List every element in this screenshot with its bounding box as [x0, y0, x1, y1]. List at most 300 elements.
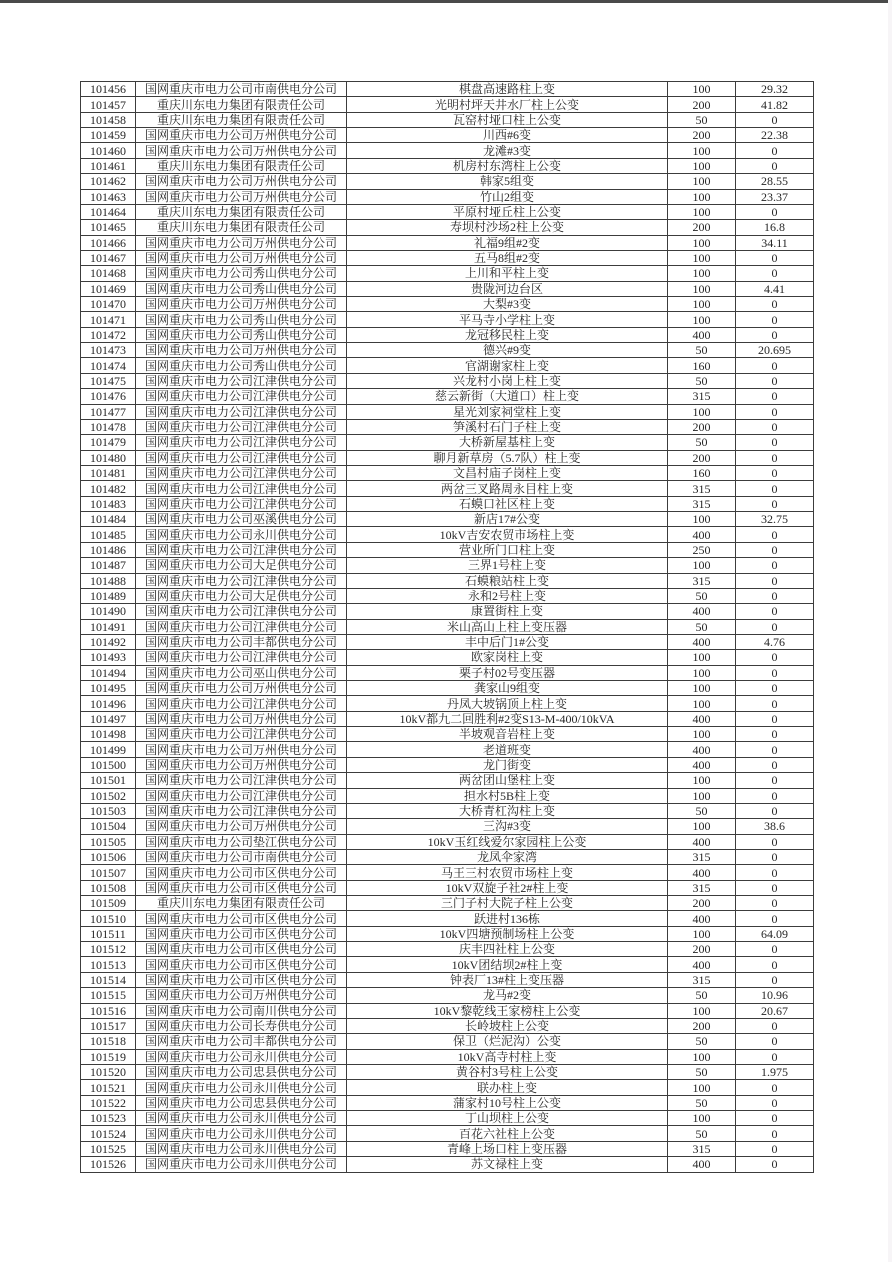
cell-company: 国网重庆市电力公司丰都供电分公司	[136, 1034, 347, 1049]
cell-record-id: 101465	[81, 220, 136, 235]
cell-record-id: 101472	[81, 327, 136, 342]
cell-station-name: 康置街柱上变	[347, 604, 668, 619]
cell-load-value: 0	[736, 389, 814, 404]
cell-company: 国网重庆市电力公司万州供电分公司	[136, 128, 347, 143]
cell-company: 国网重庆市电力公司巫山供电分公司	[136, 665, 347, 680]
cell-company: 国网重庆市电力公司江津供电分公司	[136, 727, 347, 742]
cell-capacity: 400	[668, 604, 736, 619]
table-row	[81, 803, 814, 818]
cell-company: 国网重庆市电力公司忠县供电分公司	[136, 1065, 347, 1080]
cell-company: 重庆川东电力集团有限责任公司	[136, 220, 347, 235]
cell-record-id: 101526	[81, 1157, 136, 1172]
cell-load-value: 0	[736, 1095, 814, 1110]
table-row	[81, 942, 814, 957]
cell-company: 国网重庆市电力公司忠县供电分公司	[136, 1095, 347, 1110]
cell-company: 国网重庆市电力公司万州供电分公司	[136, 711, 347, 726]
cell-capacity: 315	[668, 481, 736, 496]
table-row	[81, 788, 814, 803]
cell-load-value: 0	[736, 143, 814, 158]
cell-company: 国网重庆市电力公司南川供电分公司	[136, 1003, 347, 1018]
cell-record-id: 101496	[81, 696, 136, 711]
table-row	[81, 558, 814, 573]
cell-company: 国网重庆市电力公司江津供电分公司	[136, 373, 347, 388]
cell-station-name: 大桥新屋基柱上变	[347, 435, 668, 450]
cell-station-name: 平马寺小学柱上变	[347, 312, 668, 327]
cell-load-value: 0	[736, 266, 814, 281]
cell-load-value: 0	[736, 727, 814, 742]
table-row	[81, 727, 814, 742]
cell-record-id: 101477	[81, 404, 136, 419]
cell-load-value: 0	[736, 542, 814, 557]
cell-record-id: 101525	[81, 1141, 136, 1156]
scan-right-edge	[888, 0, 892, 1262]
table-row	[81, 373, 814, 388]
table-row	[81, 266, 814, 281]
table-row	[81, 174, 814, 189]
cell-load-value: 22.38	[736, 128, 814, 143]
cell-load-value: 10.96	[736, 988, 814, 1003]
cell-record-id: 101471	[81, 312, 136, 327]
cell-record-id: 101473	[81, 343, 136, 358]
cell-company: 重庆川东电力集团有限责任公司	[136, 97, 347, 112]
cell-capacity: 250	[668, 542, 736, 557]
cell-record-id: 101485	[81, 527, 136, 542]
cell-capacity: 200	[668, 942, 736, 957]
cell-record-id: 101492	[81, 634, 136, 649]
cell-load-value: 0	[736, 773, 814, 788]
cell-load-value: 4.41	[736, 281, 814, 296]
cell-load-value: 1.975	[736, 1065, 814, 1080]
cell-capacity: 100	[668, 681, 736, 696]
cell-station-name: 龙马#2变	[347, 988, 668, 1003]
cell-station-name: 栗子村02号变压器	[347, 665, 668, 680]
cell-load-value: 0	[736, 558, 814, 573]
cell-station-name: 贵陇河边台区	[347, 281, 668, 296]
cell-load-value: 0	[736, 911, 814, 926]
cell-capacity: 100	[668, 404, 736, 419]
cell-company: 国网重庆市电力公司万州供电分公司	[136, 343, 347, 358]
table-row	[81, 696, 814, 711]
cell-station-name: 德兴#9变	[347, 343, 668, 358]
table-row	[81, 404, 814, 419]
cell-capacity: 100	[668, 512, 736, 527]
cell-record-id: 101475	[81, 373, 136, 388]
cell-capacity: 100	[668, 558, 736, 573]
cell-station-name: 笋溪村石门子柱上变	[347, 419, 668, 434]
table-row	[81, 573, 814, 588]
cell-record-id: 101479	[81, 435, 136, 450]
cell-company: 国网重庆市电力公司万州供电分公司	[136, 250, 347, 265]
cell-record-id: 101474	[81, 358, 136, 373]
cell-record-id: 101460	[81, 143, 136, 158]
cell-capacity: 50	[668, 803, 736, 818]
scan-top-edge	[0, 0, 892, 3]
cell-capacity: 100	[668, 773, 736, 788]
table-row	[81, 450, 814, 465]
cell-station-name: 龚家山9组变	[347, 681, 668, 696]
cell-capacity: 100	[668, 235, 736, 250]
cell-load-value: 0	[736, 481, 814, 496]
cell-record-id: 101487	[81, 558, 136, 573]
cell-capacity: 400	[668, 742, 736, 757]
cell-record-id: 101459	[81, 128, 136, 143]
cell-record-id: 101480	[81, 450, 136, 465]
table-row	[81, 250, 814, 265]
cell-record-id: 101513	[81, 957, 136, 972]
table-row	[81, 957, 814, 972]
cell-company: 国网重庆市电力公司江津供电分公司	[136, 389, 347, 404]
cell-station-name: 钟表厂13#柱上变压器	[347, 972, 668, 987]
cell-company: 国网重庆市电力公司江津供电分公司	[136, 465, 347, 480]
cell-station-name: 礼福9组#2变	[347, 235, 668, 250]
table-row	[81, 681, 814, 696]
cell-record-id: 101502	[81, 788, 136, 803]
cell-load-value: 0	[736, 1018, 814, 1033]
table-row	[81, 465, 814, 480]
cell-load-value: 0	[736, 788, 814, 803]
cell-load-value: 0	[736, 404, 814, 419]
table-row	[81, 1080, 814, 1095]
table-row	[81, 128, 814, 143]
cell-record-id: 101488	[81, 573, 136, 588]
table-row	[81, 297, 814, 312]
cell-station-name: 上川和平柱上变	[347, 266, 668, 281]
cell-load-value: 64.09	[736, 926, 814, 941]
cell-record-id: 101516	[81, 1003, 136, 1018]
cell-capacity: 200	[668, 419, 736, 434]
cell-load-value: 20.67	[736, 1003, 814, 1018]
cell-load-value: 0	[736, 297, 814, 312]
cell-company: 国网重庆市电力公司万州供电分公司	[136, 742, 347, 757]
cell-load-value: 0	[736, 1157, 814, 1172]
cell-company: 国网重庆市电力公司江津供电分公司	[136, 496, 347, 511]
cell-station-name: 丹凤大坡锅顶上柱上变	[347, 696, 668, 711]
cell-company: 国网重庆市电力公司市区供电分公司	[136, 942, 347, 957]
cell-capacity: 50	[668, 588, 736, 603]
cell-station-name: 两岔团山堡柱上变	[347, 773, 668, 788]
cell-load-value: 0	[736, 250, 814, 265]
cell-company: 重庆川东电力集团有限责任公司	[136, 204, 347, 219]
cell-station-name: 10kV都九二回胜利#2变S13-M-400/10kVA	[347, 711, 668, 726]
table-row	[81, 665, 814, 680]
cell-company: 国网重庆市电力公司江津供电分公司	[136, 573, 347, 588]
cell-station-name: 10kV吉安农贸市场柱上变	[347, 527, 668, 542]
table-row	[81, 865, 814, 880]
cell-company: 国网重庆市电力公司永川供电分公司	[136, 1111, 347, 1126]
cell-record-id: 101466	[81, 235, 136, 250]
cell-station-name: 大桥青杠沟柱上变	[347, 803, 668, 818]
cell-capacity: 100	[668, 1049, 736, 1064]
table-row	[81, 834, 814, 849]
cell-station-name: 10kV团结坝2#柱上变	[347, 957, 668, 972]
cell-company: 国网重庆市电力公司万州供电分公司	[136, 189, 347, 204]
cell-company: 国网重庆市电力公司万州供电分公司	[136, 297, 347, 312]
cell-station-name: 川西#6变	[347, 128, 668, 143]
cell-station-name: 10kV黎乾线王家榜柱上公变	[347, 1003, 668, 1018]
cell-record-id: 101478	[81, 419, 136, 434]
cell-company: 国网重庆市电力公司永川供电分公司	[136, 527, 347, 542]
table-row	[81, 1065, 814, 1080]
cell-capacity: 100	[668, 174, 736, 189]
table-row	[81, 988, 814, 1003]
cell-capacity: 50	[668, 1034, 736, 1049]
table-row	[81, 588, 814, 603]
cell-load-value: 0	[736, 650, 814, 665]
cell-company: 国网重庆市电力公司大足供电分公司	[136, 558, 347, 573]
cell-load-value: 0	[736, 1049, 814, 1064]
cell-capacity: 200	[668, 1018, 736, 1033]
table-row	[81, 512, 814, 527]
cell-capacity: 50	[668, 1126, 736, 1141]
cell-company: 国网重庆市电力公司江津供电分公司	[136, 542, 347, 557]
cell-record-id: 101482	[81, 481, 136, 496]
cell-record-id: 101514	[81, 972, 136, 987]
cell-station-name: 永和2号柱上变	[347, 588, 668, 603]
cell-load-value: 29.32	[736, 82, 814, 97]
table-row	[81, 619, 814, 634]
cell-load-value: 0	[736, 942, 814, 957]
cell-company: 国网重庆市电力公司万州供电分公司	[136, 681, 347, 696]
cell-station-name: 保卫（烂泥沟）公变	[347, 1034, 668, 1049]
cell-record-id: 101518	[81, 1034, 136, 1049]
cell-capacity: 400	[668, 711, 736, 726]
cell-capacity: 100	[668, 143, 736, 158]
cell-record-id: 101522	[81, 1095, 136, 1110]
cell-capacity: 160	[668, 465, 736, 480]
cell-capacity: 400	[668, 634, 736, 649]
cell-record-id: 101521	[81, 1080, 136, 1095]
cell-company: 国网重庆市电力公司万州供电分公司	[136, 819, 347, 834]
cell-capacity: 50	[668, 1065, 736, 1080]
cell-load-value: 0	[736, 1126, 814, 1141]
cell-record-id: 101509	[81, 896, 136, 911]
cell-capacity: 400	[668, 911, 736, 926]
cell-record-id: 101490	[81, 604, 136, 619]
cell-company: 国网重庆市电力公司秀山供电分公司	[136, 281, 347, 296]
cell-capacity: 400	[668, 957, 736, 972]
cell-station-name: 10kV玉红线爱尔家园柱上公变	[347, 834, 668, 849]
table-row	[81, 1049, 814, 1064]
cell-station-name: 兴龙村小岗上柱上变	[347, 373, 668, 388]
cell-station-name: 文昌村庙子岗柱上变	[347, 465, 668, 480]
cell-company: 国网重庆市电力公司江津供电分公司	[136, 773, 347, 788]
cell-company: 国网重庆市电力公司江津供电分公司	[136, 650, 347, 665]
cell-capacity: 200	[668, 97, 736, 112]
table-row	[81, 312, 814, 327]
table-row	[81, 358, 814, 373]
cell-station-name: 黄谷村3号柱上公变	[347, 1065, 668, 1080]
cell-company: 重庆川东电力集团有限责任公司	[136, 158, 347, 173]
cell-capacity: 100	[668, 204, 736, 219]
cell-load-value: 0	[736, 742, 814, 757]
cell-record-id: 101500	[81, 757, 136, 772]
cell-capacity: 160	[668, 358, 736, 373]
cell-load-value: 0	[736, 711, 814, 726]
cell-capacity: 100	[668, 281, 736, 296]
cell-capacity: 100	[668, 250, 736, 265]
cell-company: 国网重庆市电力公司永川供电分公司	[136, 1141, 347, 1156]
cell-station-name: 长岭坡柱上公变	[347, 1018, 668, 1033]
cell-company: 国网重庆市电力公司大足供电分公司	[136, 588, 347, 603]
cell-station-name: 慈云新街（大道口）柱上变	[347, 389, 668, 404]
cell-capacity: 100	[668, 189, 736, 204]
cell-station-name: 跃进村136栋	[347, 911, 668, 926]
cell-company: 国网重庆市电力公司江津供电分公司	[136, 696, 347, 711]
cell-company: 国网重庆市电力公司江津供电分公司	[136, 788, 347, 803]
cell-capacity: 200	[668, 128, 736, 143]
cell-record-id: 101508	[81, 880, 136, 895]
table-body	[81, 82, 814, 1173]
cell-record-id: 101504	[81, 819, 136, 834]
cell-capacity: 100	[668, 266, 736, 281]
table-row	[81, 711, 814, 726]
cell-company: 国网重庆市电力公司万州供电分公司	[136, 174, 347, 189]
cell-load-value: 0	[736, 465, 814, 480]
cell-load-value: 0	[736, 1111, 814, 1126]
cell-load-value: 23.37	[736, 189, 814, 204]
cell-capacity: 100	[668, 819, 736, 834]
cell-station-name: 韩家5组变	[347, 174, 668, 189]
table-row	[81, 235, 814, 250]
cell-station-name: 10kV高寺村柱上变	[347, 1049, 668, 1064]
cell-station-name: 老道班变	[347, 742, 668, 757]
cell-station-name: 丁山坝柱上公变	[347, 1111, 668, 1126]
cell-capacity: 315	[668, 880, 736, 895]
cell-load-value: 0	[736, 327, 814, 342]
cell-load-value: 0	[736, 849, 814, 864]
table-row	[81, 757, 814, 772]
table-row	[81, 849, 814, 864]
cell-load-value: 0	[736, 880, 814, 895]
cell-load-value: 0	[736, 419, 814, 434]
cell-record-id: 101505	[81, 834, 136, 849]
cell-record-id: 101458	[81, 112, 136, 127]
cell-load-value: 0	[736, 358, 814, 373]
cell-record-id: 101470	[81, 297, 136, 312]
cell-company: 国网重庆市电力公司万州供电分公司	[136, 143, 347, 158]
cell-load-value: 32.75	[736, 512, 814, 527]
cell-capacity: 100	[668, 788, 736, 803]
table-row	[81, 1111, 814, 1126]
table-row	[81, 1034, 814, 1049]
cell-station-name: 10kV双旋子社2#柱上变	[347, 880, 668, 895]
cell-load-value: 0	[736, 373, 814, 388]
table-row	[81, 158, 814, 173]
cell-company: 国网重庆市电力公司永川供电分公司	[136, 1157, 347, 1172]
cell-capacity: 50	[668, 112, 736, 127]
table-row	[81, 389, 814, 404]
cell-station-name: 平原村垭丘柱上公变	[347, 204, 668, 219]
cell-company: 国网重庆市电力公司市区供电分公司	[136, 972, 347, 987]
cell-load-value: 0	[736, 158, 814, 173]
cell-record-id: 101483	[81, 496, 136, 511]
cell-station-name: 寿坝村沙场2柱上公变	[347, 220, 668, 235]
cell-capacity: 315	[668, 849, 736, 864]
cell-capacity: 400	[668, 527, 736, 542]
cell-company: 国网重庆市电力公司江津供电分公司	[136, 404, 347, 419]
cell-record-id: 101464	[81, 204, 136, 219]
cell-capacity: 100	[668, 926, 736, 941]
cell-company: 重庆川东电力集团有限责任公司	[136, 896, 347, 911]
cell-station-name: 苏文禄柱上变	[347, 1157, 668, 1172]
cell-station-name: 两岔三叉路周永目柱上变	[347, 481, 668, 496]
cell-company: 国网重庆市电力公司市南供电分公司	[136, 82, 347, 97]
cell-record-id: 101491	[81, 619, 136, 634]
cell-station-name: 龙门街变	[347, 757, 668, 772]
table-row	[81, 481, 814, 496]
cell-capacity: 315	[668, 389, 736, 404]
cell-record-id: 101467	[81, 250, 136, 265]
cell-record-id: 101503	[81, 803, 136, 818]
cell-station-name: 马王三村农贸市场柱上变	[347, 865, 668, 880]
cell-company: 国网重庆市电力公司市区供电分公司	[136, 911, 347, 926]
cell-record-id: 101481	[81, 465, 136, 480]
cell-load-value: 0	[736, 972, 814, 987]
table-row	[81, 112, 814, 127]
table-row	[81, 343, 814, 358]
cell-load-value: 41.82	[736, 97, 814, 112]
cell-company: 国网重庆市电力公司万州供电分公司	[136, 757, 347, 772]
cell-record-id: 101494	[81, 665, 136, 680]
cell-record-id: 101512	[81, 942, 136, 957]
cell-capacity: 100	[668, 696, 736, 711]
table-row	[81, 819, 814, 834]
cell-load-value: 0	[736, 604, 814, 619]
cell-company: 国网重庆市电力公司万州供电分公司	[136, 988, 347, 1003]
table-row	[81, 419, 814, 434]
table-row	[81, 82, 814, 97]
cell-load-value: 0	[736, 865, 814, 880]
cell-company: 国网重庆市电力公司市区供电分公司	[136, 880, 347, 895]
cell-station-name: 五马8组#2变	[347, 250, 668, 265]
table-row	[81, 604, 814, 619]
cell-load-value: 38.6	[736, 819, 814, 834]
table-row	[81, 1141, 814, 1156]
cell-station-name: 龙滩#3变	[347, 143, 668, 158]
cell-record-id: 101511	[81, 926, 136, 941]
cell-record-id: 101501	[81, 773, 136, 788]
cell-load-value: 34.11	[736, 235, 814, 250]
cell-station-name: 机房村东湾柱上公变	[347, 158, 668, 173]
cell-station-name: 百花六社柱上公变	[347, 1126, 668, 1141]
cell-record-id: 101469	[81, 281, 136, 296]
cell-record-id: 101461	[81, 158, 136, 173]
cell-capacity: 315	[668, 496, 736, 511]
cell-record-id: 101497	[81, 711, 136, 726]
cell-load-value: 0	[736, 1080, 814, 1095]
cell-load-value: 0	[736, 957, 814, 972]
cell-station-name: 新店17#公变	[347, 512, 668, 527]
cell-load-value: 0	[736, 1034, 814, 1049]
cell-station-name: 竹山2组变	[347, 189, 668, 204]
cell-company: 国网重庆市电力公司垫江供电分公司	[136, 834, 347, 849]
cell-station-name: 龙凤伞家湾	[347, 849, 668, 864]
cell-record-id: 101524	[81, 1126, 136, 1141]
cell-load-value: 0	[736, 588, 814, 603]
cell-station-name: 聊月新草房（5.7队）柱上变	[347, 450, 668, 465]
cell-company: 国网重庆市电力公司巫溪供电分公司	[136, 512, 347, 527]
cell-station-name: 棋盘高速路柱上变	[347, 82, 668, 97]
cell-load-value: 0	[736, 204, 814, 219]
table-row	[81, 143, 814, 158]
cell-company: 国网重庆市电力公司江津供电分公司	[136, 450, 347, 465]
cell-company: 重庆川东电力集团有限责任公司	[136, 112, 347, 127]
table-row	[81, 1095, 814, 1110]
table-row	[81, 926, 814, 941]
cell-capacity: 50	[668, 373, 736, 388]
table-row	[81, 1003, 814, 1018]
cell-load-value: 0	[736, 312, 814, 327]
